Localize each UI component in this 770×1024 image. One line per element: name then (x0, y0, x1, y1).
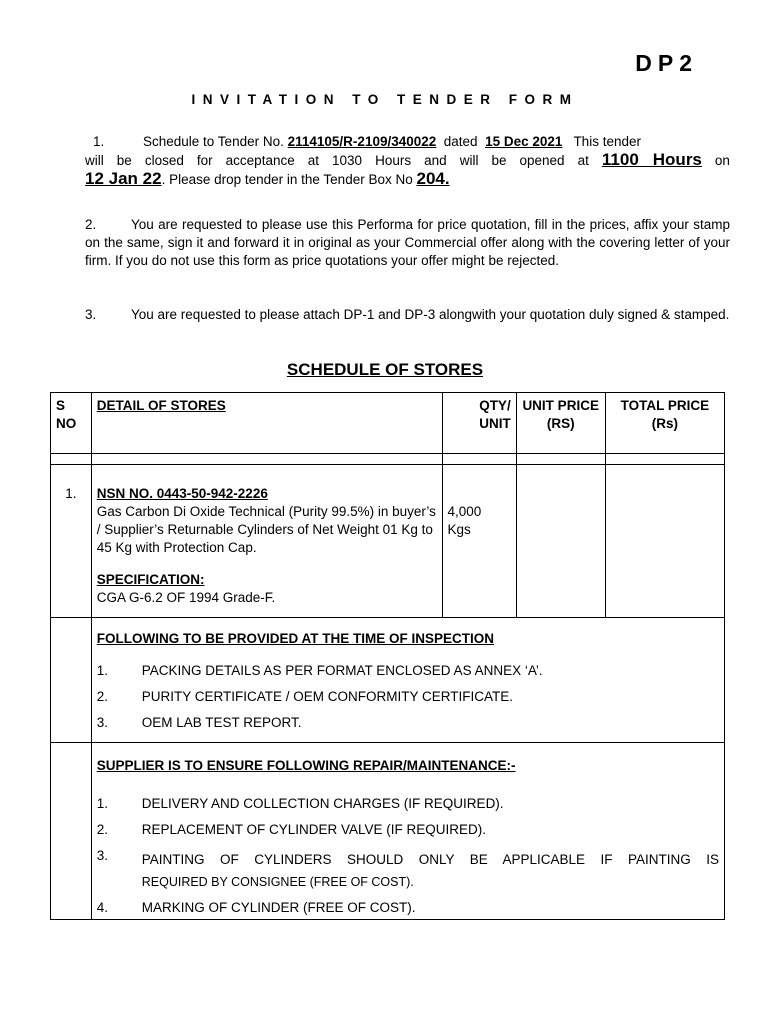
item-text: REPLACEMENT OF CYLINDER VALVE (IF REQUIRED). (141, 822, 487, 837)
table-gap (51, 454, 725, 465)
header-unit-price: UNIT PRICE (RS) (516, 393, 605, 454)
tender-box-number: 204. (416, 169, 450, 188)
paragraph-1-line-3 (85, 170, 730, 189)
tender-number: 2114105/R-2109/340022 (287, 134, 437, 149)
specification-value: CGA G-6.2 OF 1994 Grade-F. (96, 590, 276, 605)
header-detail: DETAIL OF STORES (91, 393, 442, 454)
paragraph-1-line-2 (85, 151, 730, 170)
paragraph-1-text-c: on (714, 153, 730, 168)
inspection-title: FOLLOWING TO BE PROVIDED AT THE TIME OF INSPECTION (96, 631, 494, 646)
paragraph-2-text: You are requested to please use this Performa for price quotation, fill in the prices, affix your stamp on the same, sign it and forward it in original as your Commercial offer along with the covering letter of your firm. If you do not use this form as price quotations your offer might be rejected. (85, 217, 730, 268)
list-item (97, 662, 719, 680)
maintenance-list (97, 795, 719, 917)
tender-date: 15 Dec 2021 (485, 134, 563, 149)
item-text: MARKING OF CYLINDER (FREE OF COST). (141, 900, 416, 915)
item-number: 3. (96, 848, 108, 863)
item-text: PURITY CERTIFICATE / OEM CONFORMITY CERTIFICATE. (141, 689, 514, 704)
paragraph-1-text-a: This tender (573, 134, 641, 149)
paragraph-2 (85, 216, 730, 270)
table-header-row (51, 393, 725, 454)
item-text: DELIVERY AND COLLECTION CHARGES (IF REQUIRED). (141, 796, 504, 811)
dated-label: dated (443, 134, 478, 149)
paragraph-2-number: 2. (85, 217, 97, 232)
item-number: 1. (96, 663, 108, 678)
inspection-list (97, 662, 719, 732)
paragraph-1 (85, 133, 730, 189)
item-text: OEM LAB TEST REPORT. (141, 715, 302, 730)
item-number: 3. (96, 715, 108, 730)
row-total-price[interactable] (605, 465, 724, 618)
header-qty: QTY/ UNIT (442, 393, 516, 454)
maintenance-row (51, 743, 725, 920)
item-description: Gas Carbon Di Oxide Technical (Purity 99.5%) in buyer’s / Supplier’s Returnable Cylinders of Net Weight 01 Kg to 45 Kg with Protection Cap. (96, 504, 436, 555)
item-text (142, 847, 719, 891)
item-number: 1. (96, 796, 108, 811)
table-row (51, 465, 725, 618)
inspection-sno-cell (51, 618, 92, 743)
closing-date: 12 Jan 22 (85, 169, 162, 188)
paragraph-1-text-b: will be closed for acceptance at 1030 Hours and will be opened at (85, 153, 589, 168)
paragraph-1-line-1 (85, 133, 730, 151)
schedule-title: SCHEDULE OF STORES (286, 360, 484, 379)
list-item (97, 714, 719, 732)
list-item (97, 899, 719, 917)
row-unit-price[interactable] (516, 465, 605, 618)
item-number: 2. (96, 822, 108, 837)
row-qty (442, 465, 516, 618)
paragraph-3-text: You are requested to please attach DP-1 and DP-3 alongwith your quotation duly signed & stamped. (131, 307, 730, 322)
specification-label: SPECIFICATION: (96, 572, 205, 587)
opening-time: 1100 Hours (601, 150, 702, 169)
item-number: 4. (96, 900, 108, 915)
qty-value: 4,000 (447, 504, 482, 519)
qty-unit: Kgs (447, 522, 471, 537)
maintenance-title: SUPPLIER IS TO ENSURE FOLLOWING REPAIR/MAINTENANCE:- (96, 758, 516, 773)
paragraph-3 (85, 306, 730, 324)
document-code: DP2 (635, 50, 698, 76)
inspection-row (51, 618, 725, 743)
list-item (97, 688, 719, 706)
list-item (97, 821, 719, 839)
item-text-line-2: REQUIRED BY CONSIGNEE (FREE OF COST). (141, 875, 414, 889)
form-title: INVITATION TO TENDER FORM (191, 92, 579, 107)
list-item (97, 847, 719, 891)
paragraph-1-text-d: . Please drop tender in the Tender Box No (161, 172, 413, 187)
maintenance-sno-cell (51, 743, 92, 920)
maintenance-section (91, 743, 724, 920)
item-text-line-1: PAINTING OF CYLINDERS SHOULD ONLY BE APPLICABLE IF PAINTING IS (141, 852, 719, 867)
paragraph-1-number: 1. (93, 134, 105, 149)
header-sno: S NO (51, 393, 92, 454)
item-text: PACKING DETAILS AS PER FORMAT ENCLOSED AS ANNEX ‘A’. (141, 663, 543, 678)
inspection-section (91, 618, 724, 743)
item-number: 2. (96, 689, 108, 704)
list-item (97, 795, 719, 813)
row-detail (91, 465, 442, 618)
header-total-price: TOTAL PRICE (Rs) (605, 393, 724, 454)
paragraph-3-number: 3. (85, 307, 97, 322)
row-sno: 1. (51, 465, 92, 618)
nsn-number: NSN NO. 0443-50-942-2226 (96, 486, 268, 501)
schedule-table (50, 392, 725, 920)
paragraph-1-lead: Schedule to Tender No. (143, 134, 284, 149)
